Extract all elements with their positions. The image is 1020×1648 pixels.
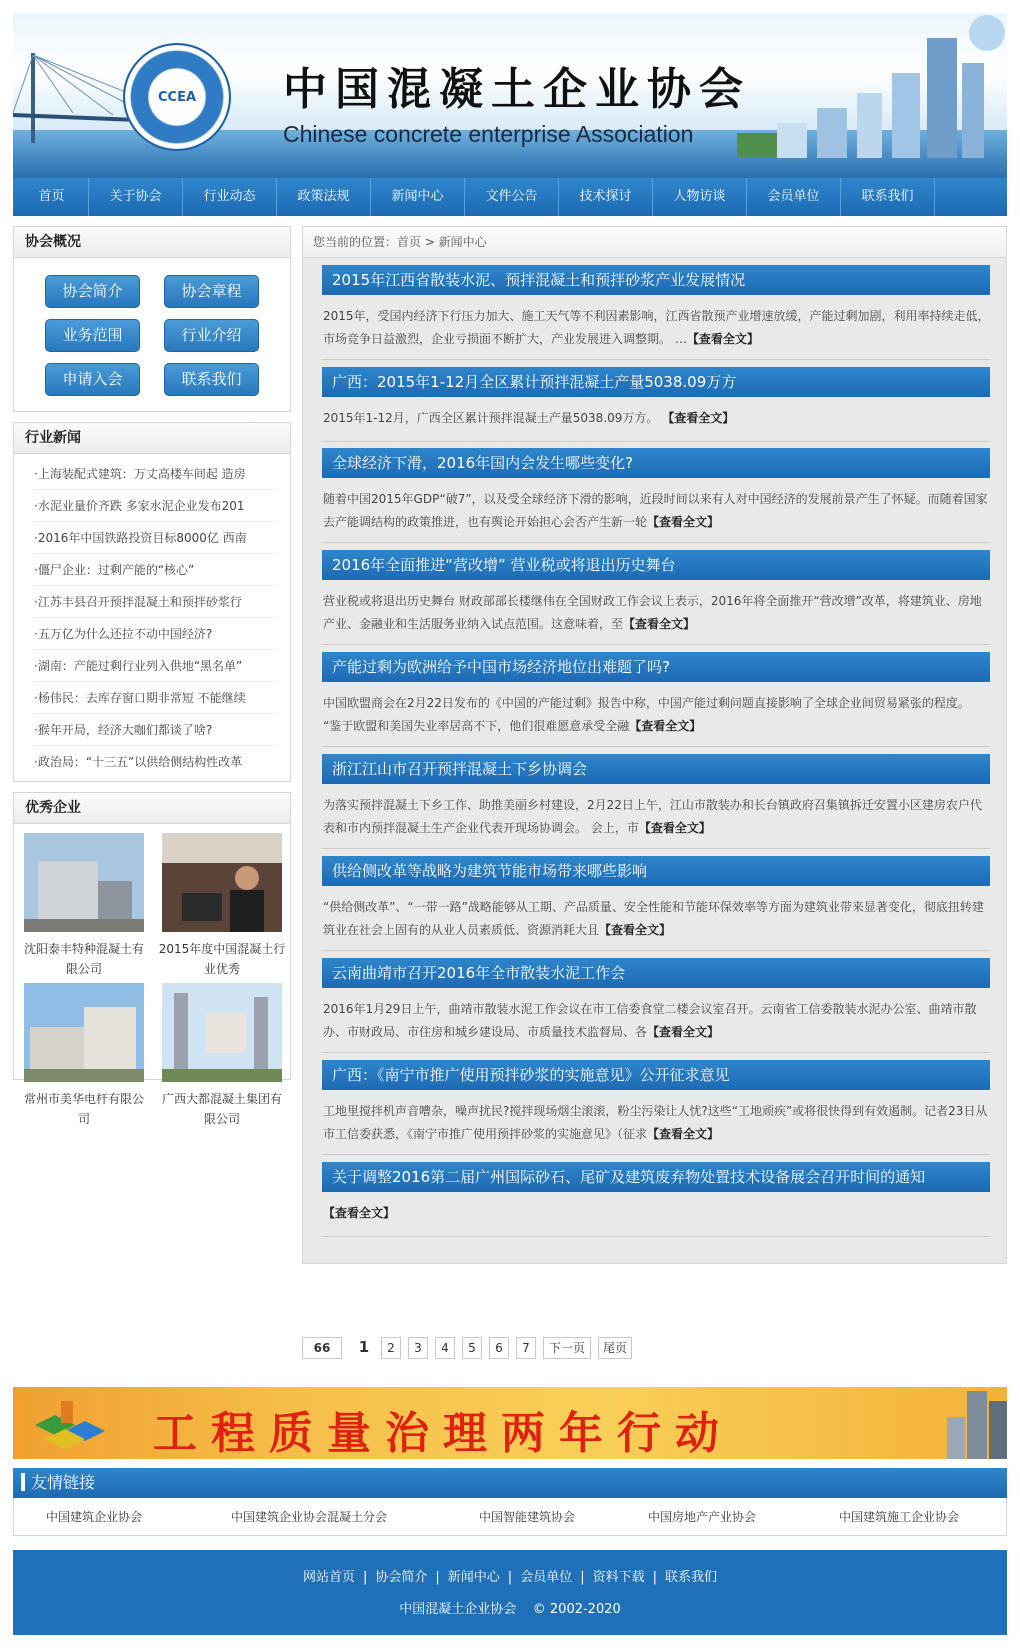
logo-emblem[interactable] bbox=[123, 43, 231, 151]
nav-notices[interactable]: 文件公告 bbox=[465, 178, 559, 216]
article-divider bbox=[322, 359, 990, 360]
footer-link-news[interactable]: 新闻中心 bbox=[447, 1570, 500, 1585]
friend-links bbox=[13, 1498, 1007, 1536]
article-summary bbox=[322, 580, 990, 640]
header-banner bbox=[13, 13, 1007, 178]
article-summary bbox=[322, 1090, 990, 1150]
read-more-link[interactable]: 【查看全文】 bbox=[647, 1127, 720, 1141]
nav-tech[interactable]: 技术探讨 bbox=[559, 178, 653, 216]
article-summary bbox=[322, 295, 990, 355]
nav-members[interactable]: 会员单位 bbox=[747, 178, 841, 216]
footer-years: © 2002-2020 bbox=[532, 1602, 621, 1617]
total-count: 66 bbox=[302, 1337, 342, 1359]
article-title[interactable]: 广西：2015年1-12月全区累计预拌混凝土产量5038.09万方 bbox=[322, 367, 990, 397]
article-divider bbox=[322, 848, 990, 849]
article bbox=[322, 448, 990, 543]
article-title[interactable]: 2015年江西省散装水泥、预拌混凝土和预拌砂浆产业发展情况 bbox=[322, 265, 990, 295]
friend-link[interactable]: 中国智能建筑协会 bbox=[479, 1510, 576, 1524]
news-item[interactable]: ·政治局：“十三五”以供给侧结构性改革 bbox=[34, 755, 243, 769]
article bbox=[322, 856, 990, 951]
about-panel bbox=[13, 226, 291, 412]
main-nav bbox=[13, 178, 1007, 216]
nav-industry[interactable]: 行业动态 bbox=[183, 178, 277, 216]
enterprise-card[interactable] bbox=[157, 983, 287, 1129]
about-intro-button[interactable]: 协会简介 bbox=[45, 275, 140, 308]
news-item[interactable]: ·2016年中国铁路投资目标8000亿 西南 bbox=[34, 522, 276, 554]
article-divider bbox=[322, 1154, 990, 1155]
enterprise-name[interactable]: 2015年度中国混凝土行业优秀 bbox=[158, 942, 286, 976]
article-title[interactable]: 云南曲靖市召开2016年全市散装水泥工作会 bbox=[322, 958, 990, 988]
article-title[interactable]: 全球经济下滑，2016年国内会发生哪些变化? bbox=[322, 448, 990, 478]
read-more-link[interactable]: 【查看全文】 bbox=[623, 617, 696, 631]
read-more-link[interactable]: 【查看全文】 bbox=[323, 1206, 396, 1220]
about-buttons bbox=[45, 275, 263, 396]
enterprise-card[interactable] bbox=[19, 983, 149, 1129]
ad-banner[interactable] bbox=[13, 1387, 1007, 1459]
last-page-button[interactable]: 尾页 bbox=[598, 1337, 632, 1359]
article-divider bbox=[322, 1052, 990, 1053]
nav-policy[interactable]: 政策法规 bbox=[277, 178, 371, 216]
footer-separator: | bbox=[362, 1570, 368, 1585]
friend-link[interactable]: 中国房地产产业协会 bbox=[648, 1510, 757, 1524]
friend-link[interactable]: 中国建筑企业协会 bbox=[46, 1510, 143, 1524]
cubes-icon bbox=[25, 1395, 115, 1453]
footer-org: 中国混凝土企业协会 bbox=[399, 1602, 517, 1617]
news-item[interactable]: ·湖南：产能过剩行业列入供地“黑名单” bbox=[34, 650, 276, 682]
page-link[interactable]: 2 bbox=[381, 1337, 401, 1359]
page-link[interactable]: 3 bbox=[408, 1337, 428, 1359]
nav-contact[interactable]: 联系我们 bbox=[841, 178, 935, 216]
ad-banner-text: 工程质量治理两年行动 bbox=[153, 1408, 733, 1459]
footer-separator: | bbox=[507, 1570, 513, 1585]
article-title[interactable]: 供给侧改革等战略为建筑节能市场带来哪些影响 bbox=[322, 856, 990, 886]
article-summary bbox=[322, 1192, 990, 1252]
news-item[interactable]: ·江苏丰县召开预拌混凝土和预拌砂浆行 bbox=[34, 586, 276, 618]
enterprise-grid bbox=[19, 833, 287, 1129]
article-text: 2015年，受国内经济下行压力加大、施工天气等不利因素影响，江西省散预产业增速放缓，产能过剩加剧，利用率持续走低，市场竞争日益激烈，企业亏损面不断扩大，产业发展进入调整期。 … bbox=[323, 309, 990, 346]
next-page-button[interactable]: 下一页 bbox=[543, 1337, 591, 1359]
article bbox=[322, 367, 990, 442]
read-more-link[interactable]: 【查看全文】 bbox=[629, 719, 702, 733]
about-contact-button[interactable]: 联系我们 bbox=[164, 363, 259, 396]
article-divider bbox=[322, 441, 990, 442]
article bbox=[322, 550, 990, 645]
article-text: 工地里搅拌机声音嘈杂，噪声扰民?搅拌现场烟尘滚滚，粉尘污染让人忧?这些“工地顽疾”或将很快得到有效遏制。记者23日从市工信委获悉，《南宁市推广使用预拌砂浆的实施意见》（征求 bbox=[323, 1104, 988, 1141]
article bbox=[322, 265, 990, 360]
article-title[interactable]: 浙江江山市召开预拌混凝土下乡协调会 bbox=[322, 754, 990, 784]
footer-separator: | bbox=[580, 1570, 585, 1585]
about-scope-button[interactable]: 业务范围 bbox=[45, 319, 140, 352]
about-join-button[interactable]: 申请入会 bbox=[45, 363, 140, 396]
article-text: 2016年1月29日上午，曲靖市散装水泥工作会议在市工信委食堂二楼会议室召开。云南省工信委散装水泥办公室、曲靖市散办、市财政局、市住房和城乡建设局、市质量技术监督局、各 bbox=[323, 1002, 977, 1039]
article-title[interactable]: 关于调整2016第二届广州国际砂石、尾矿及建筑废弃物处置技术设备展会召开时间的通知 bbox=[322, 1162, 990, 1192]
enterprise-photo-building[interactable] bbox=[24, 983, 144, 1082]
article-title[interactable]: 广西：《南宁市推广使用预拌砂浆的实施意见》公开征求意见 bbox=[322, 1060, 990, 1090]
current-page: 1 bbox=[358, 1338, 370, 1356]
news-item[interactable]: ·猴年开局，经济大咖们都谈了啥? bbox=[34, 714, 276, 746]
nav-about[interactable]: 关于协会 bbox=[89, 178, 183, 216]
article-text: 随着中国2015年GDP“破7”，以及受全球经济下滑的影响，近段时间以来有人对中国经济的发展前景产生了怀疑。而随着国家去产能调结构的政策推进，也有舆论开始担心会否产生新一轮 bbox=[323, 492, 988, 529]
read-more-link[interactable]: 【查看全文】 bbox=[662, 411, 735, 425]
nav-home[interactable]: 首页 bbox=[15, 178, 89, 216]
article-text: 为落实预拌混凝土下乡工作、助推美丽乡村建设，2月22日上午，江山市散装办和长台镇政府召集镇拆迁安置小区建房农户代表和市内预拌混凝土生产企业代表开现场协调会。 会上，市 bbox=[323, 798, 982, 835]
article bbox=[322, 958, 990, 1053]
article-title[interactable]: 2016年全面推进“营改增” 营业税或将退出历史舞台 bbox=[322, 550, 990, 580]
article-summary bbox=[322, 886, 990, 946]
footer-copyright bbox=[13, 1598, 1007, 1617]
read-more-link[interactable]: 【查看全文】 bbox=[686, 332, 759, 346]
footer bbox=[13, 1550, 1007, 1635]
footer-separator: | bbox=[435, 1570, 440, 1585]
page-link[interactable]: 7 bbox=[516, 1337, 536, 1359]
enterprise-name[interactable]: 广西大都混凝土集团有限公司 bbox=[161, 1092, 282, 1126]
news-panel bbox=[302, 226, 1007, 1264]
enterprise-name[interactable]: 沈阳泰丰特种混凝土有限公司 bbox=[23, 942, 144, 976]
footer-separator: | bbox=[652, 1570, 657, 1585]
friend-link[interactable]: 中国建筑施工企业协会 bbox=[839, 1510, 960, 1524]
news-item[interactable]: ·杨伟民：去库存窗口期非常短 不能继续 bbox=[34, 682, 276, 714]
enterprise-name[interactable]: 常州市美华电杆有限公司 bbox=[23, 1092, 144, 1126]
footer-link-contact[interactable]: 联系我们 bbox=[665, 1570, 718, 1585]
footer-link-home[interactable]: 网站首页 bbox=[302, 1570, 355, 1585]
about-industry-button[interactable]: 行业介绍 bbox=[164, 319, 259, 352]
excellent-enterprises-title: 优秀企业 bbox=[14, 793, 290, 824]
footer-link-downloads[interactable]: 资料下载 bbox=[592, 1570, 645, 1585]
read-more-link[interactable]: 【查看全文】 bbox=[599, 923, 672, 937]
pagination bbox=[302, 1337, 639, 1359]
industry-news-title: 行业新闻 bbox=[14, 423, 290, 454]
about-panel-title: 协会概况 bbox=[14, 227, 290, 258]
nav-interviews[interactable]: 人物访谈 bbox=[653, 178, 747, 216]
read-more-link[interactable]: 【查看全文】 bbox=[647, 515, 720, 529]
article-summary bbox=[322, 988, 990, 1048]
article-text: “供给侧改革”、“一带一路”战略能够从工期、产品质量、安全性能和节能环保效率等方面为建筑业带来显著变化，彻底扭转建筑业在社会上固有的从业人员素质低、资源消耗大且 bbox=[323, 900, 984, 937]
article-summary bbox=[322, 682, 990, 742]
friend-links-label: 友情链接 bbox=[31, 1473, 96, 1492]
news-item[interactable]: ·僵尸企业：过剩产能的“核心” bbox=[34, 554, 276, 586]
news-item[interactable]: ·上海装配式建筑：万丈高楼车间起 造房 bbox=[34, 458, 276, 490]
title-marker bbox=[21, 1473, 25, 1491]
article bbox=[322, 652, 990, 747]
excellent-enterprises-panel bbox=[13, 792, 291, 1126]
enterprise-photo-person[interactable] bbox=[162, 833, 282, 932]
article-summary bbox=[322, 478, 990, 538]
enterprise-photo-factory[interactable] bbox=[24, 833, 144, 932]
article bbox=[322, 754, 990, 849]
friend-links-title bbox=[13, 1468, 1007, 1498]
article-divider bbox=[322, 1236, 990, 1237]
footer-links bbox=[13, 1566, 1007, 1585]
article-divider bbox=[322, 644, 990, 645]
industry-news-panel bbox=[13, 422, 291, 782]
industry-news-list bbox=[14, 454, 290, 778]
footer-link-about[interactable]: 协会简介 bbox=[375, 1570, 428, 1585]
news-item[interactable]: ·五万亿为什么还拉不动中国经济? bbox=[34, 618, 276, 650]
read-more-link[interactable]: 【查看全文】 bbox=[638, 821, 711, 835]
breadcrumb: 您当前的位置：首页 > 新闻中心 bbox=[303, 227, 1006, 258]
enterprise-card[interactable] bbox=[19, 833, 149, 979]
article-text: 中国欧盟商会在2月22日发布的《中国的产能过剩》报告中称，中国产能过剩问题直接影响了全球企业间贸易紧张的程度。 “鉴于欧盟和美国失业率居高不下，他们很难愿意承受全融 bbox=[323, 696, 970, 733]
page-link[interactable]: 5 bbox=[462, 1337, 482, 1359]
article-divider bbox=[322, 542, 990, 543]
site-title: 中国混凝土企业协会 bbox=[283, 64, 751, 115]
enterprise-photo-plant[interactable] bbox=[162, 983, 282, 1082]
logo-emblem-text: CCEA bbox=[157, 89, 197, 105]
article-divider bbox=[322, 746, 990, 747]
skyline-icon bbox=[917, 1387, 1007, 1459]
read-more-link[interactable]: 【查看全文】 bbox=[647, 1025, 720, 1039]
page-link[interactable]: 6 bbox=[489, 1337, 509, 1359]
article bbox=[322, 1060, 990, 1155]
footer-link-members[interactable]: 会员单位 bbox=[520, 1570, 573, 1585]
page-link[interactable]: 4 bbox=[435, 1337, 455, 1359]
nav-news[interactable]: 新闻中心 bbox=[371, 178, 465, 216]
about-charter-button[interactable]: 协会章程 bbox=[164, 275, 259, 308]
friend-link[interactable]: 中国建筑企业协会混凝土分会 bbox=[231, 1510, 388, 1524]
article bbox=[322, 1162, 990, 1237]
article-summary bbox=[322, 784, 990, 844]
enterprise-card[interactable] bbox=[157, 833, 287, 979]
news-item[interactable]: ·水泥业量价齐跌 多家水泥企业发布201 bbox=[34, 490, 276, 522]
article-divider bbox=[322, 950, 990, 951]
article-text: 2015年1-12月，广西全区累计预拌混凝土产量5038.09万方。 bbox=[323, 411, 663, 425]
article-title[interactable]: 产能过剩为欧洲给予中国市场经济地位出难题了吗? bbox=[322, 652, 990, 682]
site-subtitle: Chinese concrete enterprise Association bbox=[283, 121, 694, 147]
article-text: 营业税或将退出历史舞台 财政部部长楼继伟在全国财政工作会议上表示，2016年将全面推开“营改增”改革，将建筑业、房地产业、金融业和生活服务业纳入试点范围。这意味着，至 bbox=[323, 594, 982, 631]
